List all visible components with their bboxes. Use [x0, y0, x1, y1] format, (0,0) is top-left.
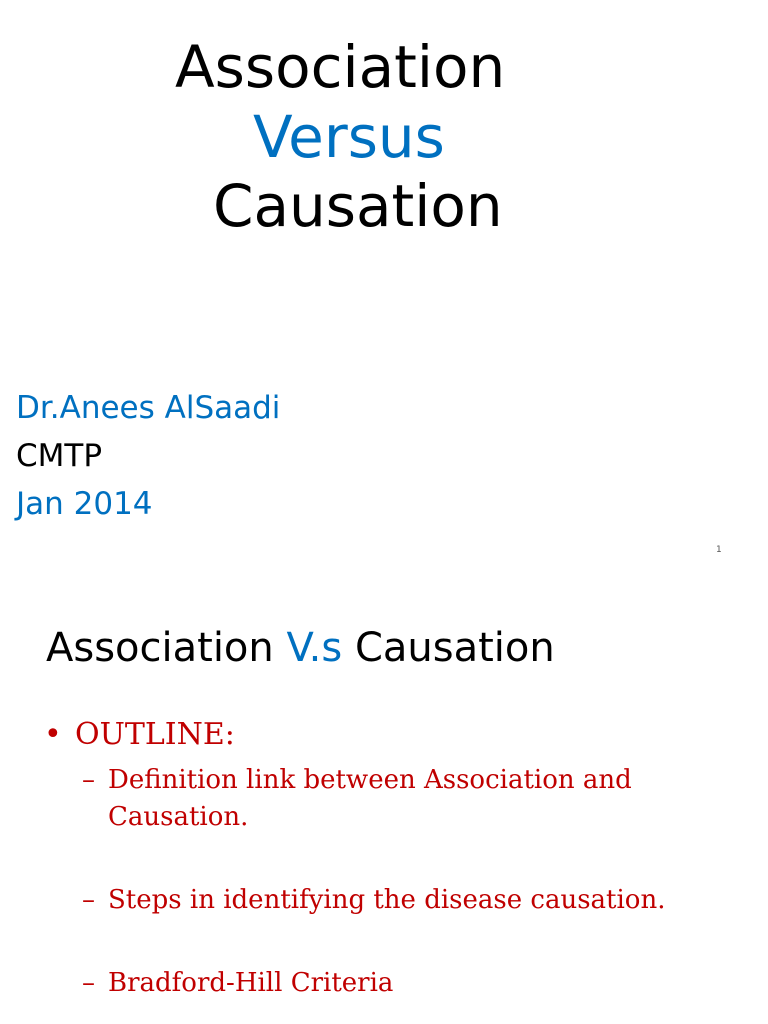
page-number: 1 [716, 545, 722, 555]
dash-icon: – [82, 765, 95, 795]
slide2-title-part1: Association [46, 625, 287, 671]
subitem-text-continued: Causation. [108, 802, 249, 832]
title-line-association: Association [175, 33, 506, 101]
outline-bullet [44, 718, 235, 751]
dash-icon: – [82, 968, 95, 998]
subitem-text: Definition link between Association and [108, 765, 632, 795]
slide2-title [46, 626, 555, 670]
author-name: Dr.Anees AlSaadi [16, 390, 281, 426]
bullet-dot-icon: • [44, 717, 62, 752]
slide2-title-part2: Causation [342, 625, 555, 671]
title-line-versus: Versus [253, 103, 445, 171]
slide2-title-accent: V.s [286, 625, 343, 671]
outline-subitem [82, 965, 393, 1002]
outline-label: OUTLINE: [75, 717, 235, 752]
dash-icon: – [82, 885, 95, 915]
subitem-text: Steps in identifying the disease causation. [108, 885, 666, 915]
subitem-text: Bradford-Hill Criteria [108, 968, 394, 998]
outline-subitem [82, 762, 632, 836]
organization: CMTP [16, 438, 103, 474]
outline-subitem [82, 882, 665, 919]
presentation-date: Jan 2014 [16, 486, 153, 522]
title-line-causation: Causation [213, 172, 503, 240]
